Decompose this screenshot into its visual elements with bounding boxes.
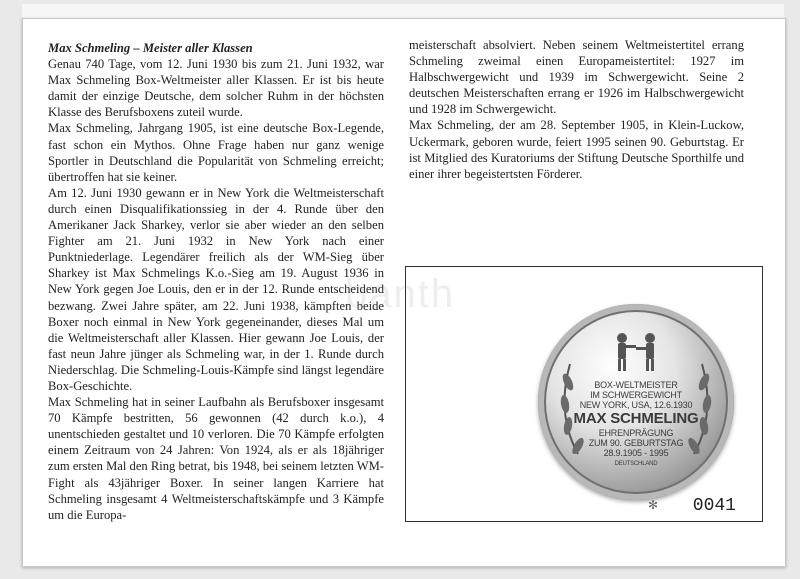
- paragraph: Max Schmeling hat in seiner Laufbahn als Berufsboxer insgesamt 70 Kämpfe bestritten, 56 gewonnen (42 durch k.o.), 4 unentschieden gestaltet und 10 verloren. Die 70 Kämpfe erfolgten einem Zeitraum von 24 Jahren: Von 1924, als er als 18jähriger zum ersten Mal den Ring betrat, bis 1948, bei seinem letzten WM-Fight als 43jähriger Boxer. In seiner langen Karriere hat Schmeling insgesamt 4 Weltmeisterschaftskämpfe und 3 Kämpfe um die Europa-: [48, 395, 384, 522]
- medal-line: DEUTSCHLAND: [614, 461, 658, 467]
- paragraph: meisterschaft absolviert. Neben seinem Weltmeistertitel errang Schmeling zweimal einen Europameistertitel: 1927 im Halbschwergewicht und 1939 im Schwergewicht. Seine 2 deutschen Meisterschaften errang er 1926 im Halbschwergewicht und 1928 im Schwergewicht.: [409, 38, 744, 117]
- watermark: bаnth: [345, 272, 456, 316]
- article-heading: Max Schmeling – Meister aller Klassen: [48, 41, 253, 55]
- paragraph: Am 12. Juni 1930 gewann er in New York die Weltmeisterschaft durch einen Disqualifikationssieg in der 4. Runde über den Amerikaner Jack Sharkey, verlor sie aber wieder an den selben Fighter am 21. Juni 1932 in New York nach einer Punktniederlage. Legendärer freilich als der WM-Sieg über Sharkey ist Max Schmelings K.o.-Sieg am 19. August 1936 in New York gegen Joe Louis, den er in der 12. Runde entscheidend bezwang. Zwei Jahre später, am 22. Juni 1938, kämpften beide Boxer noch einmal in New York gegeneinander, dieses Mal um die Weltmeisterschaft aller Klassen. Hier gewann Joe Louis, der fast neun Jahre jünger als Schmeling war, in der 1. Runde durch Niederschlag. Die Schmeling-Louis-Kämpfe sind längst legendäre Box-Geschichte.: [48, 185, 384, 393]
- medal-name: MAX SCHMELING: [573, 410, 699, 427]
- medal-line: ZUM 90. GEBURTSTAG: [588, 438, 684, 448]
- paragraph: Max Schmeling, Jahrgang 1905, ist eine deutsche Box-Legende, fast schon ein Mythos. Ohne Frage haben nur ganz wenige Sportler in Deutschland die Popularität von Schmeling erreicht; übertroffen hat sie keiner.: [48, 121, 384, 184]
- medal-line: BOX-WELTMEISTER: [594, 380, 678, 390]
- medal-line: NEW YORK, USA, 12.6.1930: [579, 400, 693, 410]
- medal-line: EHRENPRÄGUNG: [598, 428, 674, 438]
- boxers-icon: [617, 333, 655, 371]
- medal-line: 28.9.1905 - 1995: [603, 448, 669, 458]
- commemorative-medal: [538, 304, 734, 500]
- right-text-column: [409, 37, 744, 182]
- paragraph: Genau 740 Tage, vom 12. Juni 1930 bis zum 21. Juni 1932, war Max Schmeling Box-Weltmeister aller Klassen. Er ist bis heute damit der einzige Deutsche, dem solcher Ruhm in der höchsten Klasse des Berufsboxens zuteil wurde.: [48, 57, 384, 120]
- left-text-column: [48, 40, 384, 523]
- serial-mark-icon: ✻: [648, 498, 659, 512]
- serial-number: 0041: [692, 496, 736, 516]
- paragraph: Max Schmeling, der am 28. September 1905, in Klein-Luckow, Uckermark, geboren wurde, feiert 1995 seinen 90. Geburtstag. Er ist Mitglied des Kuratoriums der Stiftung Deutsche Sporthilfe und einer ihrer begeistertsten Förderer.: [409, 118, 744, 181]
- medal-line: IM SCHWERGEWICHT: [590, 390, 682, 400]
